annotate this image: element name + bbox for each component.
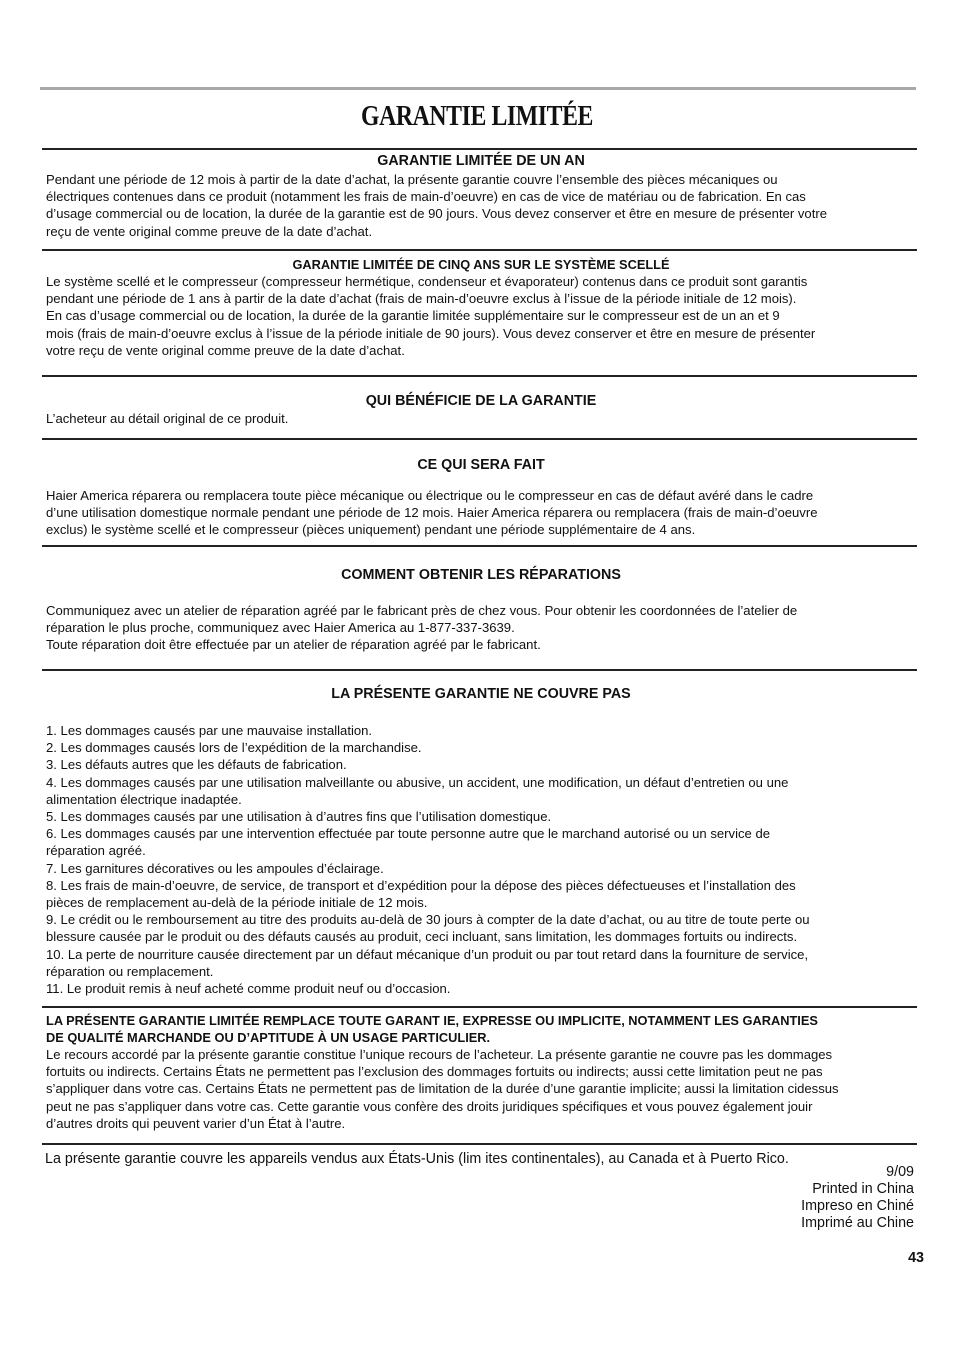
section-divider bbox=[42, 545, 917, 547]
section-divider bbox=[42, 375, 917, 377]
text-line: d’autres droits qui peuvent varier d’un État à l’autre. bbox=[46, 1115, 346, 1131]
top-divider bbox=[40, 87, 916, 90]
list-item: 10. La perte de nourriture causée directement par un défaut mécanique d’un produit ou par tout retard dans la fourniture de service, bbox=[46, 946, 809, 962]
text-line: votre reçu de vente original comme preuve de la date d’achat. bbox=[46, 342, 405, 358]
who-heading: QUI BÉNÉFICIE DE LA GARANTIE bbox=[365, 393, 597, 409]
one-year-body bbox=[46, 171, 916, 240]
printed-in-fr: Imprimé au Chine bbox=[801, 1215, 914, 1231]
list-item: 6. Les dommages causés par une intervention effectuée par toute personne autre que le marchand autorisé ou un service de bbox=[46, 826, 771, 842]
text-line: En cas d’usage commercial ou de location, la durée de la garantie limitée supplémentaire sur le compresseur est de un an et 9 bbox=[46, 308, 780, 324]
list-item: 9. Le crédit ou le remboursement au titre des produits au-delà de 30 jours à compter de la date d’achat, ou au titre de toute perte ou bbox=[46, 912, 810, 928]
disclaimer-heading-line: DE QUALITÉ MARCHANDE OU D’APTITUDE À UN USAGE PARTICULIER. bbox=[46, 1029, 491, 1045]
text-line: Haier America réparera ou remplacera toute pièce mécanique ou électrique ou le compresseur en cas de défaut avéré dans le cadre bbox=[46, 488, 814, 503]
text-line: pendant une période de 1 ans à partir de la date d’achat (frais de main-d’oeuvre exclus à l’issue de la période initiale de 12 mois). bbox=[46, 291, 797, 307]
what-body bbox=[46, 487, 916, 539]
text-line: s’appliquer dans votre cas. Certains États ne permettent pas de limitation de la durée d’une garantie implicite; aussi la limitation cidessus bbox=[46, 1081, 839, 1097]
text-line: d’usage commercial ou de location, la durée de la garantie est de 90 jours. Vous devez conserver et être en mesure de présenter votre bbox=[46, 206, 827, 222]
not-covered-heading: LA PRÉSENTE GARANTIE NE COUVRE PAS bbox=[331, 686, 631, 702]
text-line: Toute réparation doit être effectuée par un atelier de réparation agréé par le fabricant. bbox=[46, 637, 541, 653]
what-heading: CE QUI SERA FAIT bbox=[417, 457, 545, 473]
footer-divider bbox=[42, 1143, 917, 1145]
list-item: 2. Les dommages causés lors de l’expédition de la marchandise. bbox=[46, 740, 422, 756]
not-covered-list bbox=[46, 722, 916, 997]
print-date: 9/09 bbox=[886, 1164, 914, 1180]
text-line: peut ne pas s’appliquer dans votre cas. Cette garantie vous confère des droits juridiques spécifiques et vous pouvez également jouir bbox=[46, 1098, 813, 1114]
section-divider bbox=[42, 1006, 917, 1008]
text-line: mois (frais de main-d’oeuvre exclus à l’issue de la période initiale de 90 jours). Vous devez conserver et être en mesure de présenter bbox=[46, 325, 816, 341]
list-item: 11. Le produit remis à neuf acheté comme produit neuf ou d’occasion. bbox=[46, 981, 451, 997]
section-divider bbox=[42, 438, 917, 440]
page-number: 43 bbox=[908, 1250, 924, 1266]
section-divider bbox=[42, 148, 917, 150]
text-line: électriques contenues dans ce produit (notamment les frais de main-d’oeuvre) en cas de vice de matériau ou de fabrication. En cas bbox=[46, 189, 806, 205]
text-line: Le recours accordé par la présente garantie constitue l’unique recours de l’acheteur. La présente garantie ne couvre pas les dommages bbox=[46, 1047, 833, 1062]
disclaimer-heading-line: LA PRÉSENTE GARANTIE LIMITÉE REMPLACE TOUTE GARANT IE, EXPRESSE OU IMPLICITE, NOTAMMENT LES GARANTIES bbox=[46, 1013, 818, 1028]
list-item: blessure causée par le produit ou des défauts causés au produit, ceci incluant, sans limitation, les dommages fortuits ou indirects. bbox=[46, 929, 798, 945]
printed-in-en: Printed in China bbox=[812, 1181, 914, 1197]
text-line: L’acheteur au détail original de ce produit. bbox=[46, 411, 289, 426]
list-item: 7. Les garnitures décoratives ou les ampoules d’éclairage. bbox=[46, 860, 384, 876]
section-divider bbox=[42, 249, 917, 251]
text-line: réparation le plus proche, communiquez avec Haier America au 1-877-337-3639. bbox=[46, 620, 515, 636]
text-line: reçu de vente original comme preuve de la date d’achat. bbox=[46, 223, 373, 239]
coverage-note: La présente garantie couvre les appareils vendus aux États-Unis (lim ites continentales), au Canada et à Puerto Rico. bbox=[45, 1151, 789, 1167]
page-title: GARANTIE LIMITÉE bbox=[361, 100, 593, 132]
text-line: Communiquez avec un atelier de réparation agréé par le fabricant près de chez vous. Pour obtenir les coordonnées de l’atelier de bbox=[46, 603, 798, 618]
text-line: Le système scellé et le compresseur (compresseur hermétique, condenseur et évaporateur) contenus dans ce produit sont garantis bbox=[46, 274, 808, 289]
list-item: 3. Les défauts autres que les défauts de fabrication. bbox=[46, 757, 347, 773]
section-divider bbox=[42, 669, 917, 671]
list-item: 5. Les dommages causés par une utilisation à d’autres fins que l’utilisation domestique. bbox=[46, 809, 552, 825]
text-line: exclus) le système scellé et le compresseur (pièces uniquement) pendant une période supplémentaire de 4 ans. bbox=[46, 522, 696, 538]
list-item: 8. Les frais de main-d’oeuvre, de service, de transport et d’expédition pour la dépose des pièces défectueuses et l’installation des bbox=[46, 877, 796, 893]
five-year-body bbox=[46, 273, 916, 359]
text-line: d’une utilisation domestique normale pendant une période de 12 mois. Haier America réparera ou remplacera (frais de main-d’oeuvre bbox=[46, 505, 818, 521]
print-info bbox=[801, 1164, 914, 1232]
disclaimer-body bbox=[46, 1013, 916, 1132]
who-body bbox=[46, 410, 916, 427]
repairs-body bbox=[46, 602, 916, 654]
five-year-heading: GARANTIE LIMITÉE DE CINQ ANS SUR LE SYSTÈME SCELLÉ bbox=[292, 257, 670, 272]
list-item: réparation ou remplacement. bbox=[46, 963, 214, 979]
repairs-heading: COMMENT OBTENIR LES RÉPARATIONS bbox=[341, 567, 621, 583]
one-year-heading: GARANTIE LIMITÉE DE UN AN bbox=[377, 153, 585, 169]
list-item: 1. Les dommages causés par une mauvaise installation. bbox=[46, 723, 373, 738]
list-item: pièces de remplacement au-delà de la période initiale de 12 mois. bbox=[46, 895, 428, 911]
printed-in-es: Impreso en Chiné bbox=[801, 1198, 914, 1214]
list-item: alimentation électrique inadaptée. bbox=[46, 791, 242, 807]
list-item: 4. Les dommages causés par une utilisation malveillante ou abusive, un accident, une modification, un défaut d’entretien ou une bbox=[46, 774, 789, 790]
text-line: Pendant une période de 12 mois à partir de la date d’achat, la présente garantie couvre l’ensemble des pièces mécaniques ou bbox=[46, 172, 778, 187]
list-item: réparation agréé. bbox=[46, 843, 146, 859]
text-line: fortuits ou indirects. Certains États ne permettent pas l’exclusion des dommages fortuits ou indirects; aussi cette limitation peut ne pas bbox=[46, 1064, 823, 1080]
